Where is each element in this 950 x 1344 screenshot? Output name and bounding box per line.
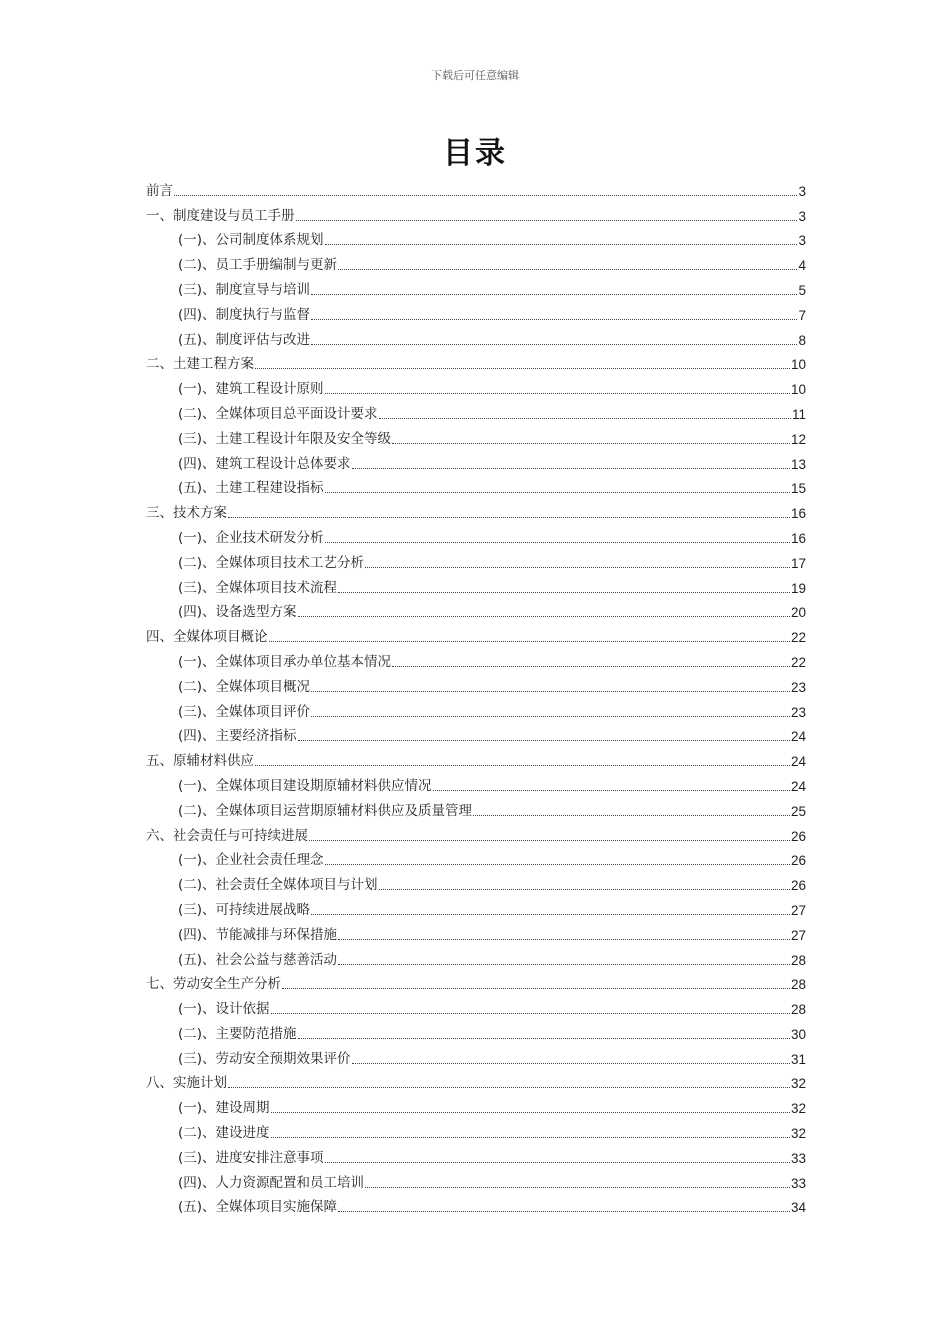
toc-dot-leader bbox=[311, 344, 797, 345]
toc-entry[interactable] bbox=[146, 373, 806, 398]
toc-entry-page-number: 22 bbox=[790, 630, 806, 646]
toc-dot-leader bbox=[392, 666, 790, 667]
toc-entry-label: 三、技术方案 bbox=[146, 505, 227, 522]
toc-entry-page-number: 7 bbox=[798, 307, 806, 323]
toc-entry-label: (三)、劳动安全预期效果评价 bbox=[178, 1050, 351, 1067]
toc-entry-page-number: 24 bbox=[790, 729, 806, 745]
toc-entry-label: (一)、全媒体项目承办单位基本情况 bbox=[178, 653, 392, 670]
toc-entry-label: 前言 bbox=[146, 182, 173, 199]
toc-entry-label: (五)、制度评估与改进 bbox=[178, 331, 311, 348]
toc-entry-page-number: 23 bbox=[790, 704, 806, 720]
toc-entry-page-number: 3 bbox=[798, 208, 806, 224]
toc-entry-label: (三)、制度宣导与培训 bbox=[178, 281, 311, 298]
toc-entry-page-number: 17 bbox=[790, 555, 806, 571]
toc-dot-leader bbox=[325, 1162, 790, 1163]
toc-entry[interactable] bbox=[146, 225, 806, 250]
toc-entry-page-number: 32 bbox=[790, 1076, 806, 1092]
toc-entry[interactable] bbox=[146, 845, 806, 870]
toc-entry-page-number: 27 bbox=[790, 902, 806, 918]
toc-dot-leader bbox=[228, 1087, 790, 1088]
toc-entry-page-number: 32 bbox=[790, 1101, 806, 1117]
toc-entry-label: (五)、土建工程建设指标 bbox=[178, 480, 324, 497]
toc-entry-page-number: 3 bbox=[798, 183, 806, 199]
toc-entry-label: (二)、全媒体项目概况 bbox=[178, 678, 311, 695]
toc-entry-page-number: 4 bbox=[798, 258, 806, 274]
toc-dot-leader bbox=[298, 740, 790, 741]
toc-entry[interactable] bbox=[146, 770, 806, 795]
toc-entry-label: (二)、全媒体项目技术工艺分析 bbox=[178, 554, 365, 571]
toc-entry-label: 一、制度建设与员工手册 bbox=[146, 207, 295, 224]
toc-entry-page-number: 28 bbox=[790, 977, 806, 993]
toc-entry-label: (三)、全媒体项目技术流程 bbox=[178, 579, 338, 596]
toc-entry-label: (四)、人力资源配置和员工培训 bbox=[178, 1174, 365, 1191]
toc-dot-leader bbox=[174, 195, 797, 196]
toc-entry[interactable] bbox=[146, 249, 806, 274]
toc-entry-label: (四)、制度执行与监督 bbox=[178, 306, 311, 323]
toc-dot-leader bbox=[271, 1112, 790, 1113]
toc-entry[interactable] bbox=[146, 324, 806, 349]
toc-dot-leader bbox=[325, 492, 790, 493]
toc-entry-page-number: 33 bbox=[790, 1175, 806, 1191]
toc-dot-leader bbox=[228, 517, 790, 518]
toc-entry[interactable] bbox=[146, 869, 806, 894]
toc-entry[interactable] bbox=[146, 398, 806, 423]
toc-entry-page-number: 25 bbox=[790, 803, 806, 819]
toc-entry-page-number: 5 bbox=[798, 282, 806, 298]
toc-entry[interactable] bbox=[146, 423, 806, 448]
toc-entry-page-number: 3 bbox=[798, 233, 806, 249]
toc-entry[interactable] bbox=[146, 547, 806, 572]
toc-dot-leader bbox=[255, 765, 790, 766]
toc-entry-page-number: 16 bbox=[790, 530, 806, 546]
toc-dot-leader bbox=[311, 319, 797, 320]
toc-dot-leader bbox=[338, 939, 790, 940]
toc-entry-page-number: 34 bbox=[790, 1200, 806, 1216]
toc-entry-page-number: 8 bbox=[798, 332, 806, 348]
toc-entry-page-number: 24 bbox=[790, 778, 806, 794]
toc-entry-label: (三)、全媒体项目评价 bbox=[178, 703, 311, 720]
toc-dot-leader bbox=[379, 889, 790, 890]
toc-entry-label: (一)、建筑工程设计原则 bbox=[178, 381, 324, 398]
toc-entry[interactable] bbox=[146, 919, 806, 944]
toc-entry[interactable] bbox=[146, 572, 806, 597]
toc-entry[interactable] bbox=[146, 820, 806, 845]
toc-entry-label: (三)、可持续进展战略 bbox=[178, 901, 311, 918]
toc-dot-leader bbox=[296, 220, 798, 221]
toc-entry-page-number: 26 bbox=[790, 853, 806, 869]
header-note: 下载后可任意编辑 bbox=[431, 69, 519, 82]
toc-entry-page-number: 28 bbox=[790, 1002, 806, 1018]
toc-entry-page-number: 13 bbox=[790, 456, 806, 472]
toc-dot-leader bbox=[311, 716, 790, 717]
toc-dot-leader bbox=[433, 790, 790, 791]
toc-entry[interactable] bbox=[146, 894, 806, 919]
toc-entry[interactable] bbox=[146, 795, 806, 820]
toc-entry-page-number: 10 bbox=[790, 357, 806, 373]
toc-entry-page-number: 11 bbox=[791, 406, 806, 422]
toc-entry-page-number: 20 bbox=[790, 605, 806, 621]
toc-dot-leader bbox=[365, 567, 790, 568]
toc-entry-label: (四)、主要经济指标 bbox=[178, 728, 297, 745]
toc-entry[interactable] bbox=[146, 497, 806, 522]
toc-entry[interactable] bbox=[146, 671, 806, 696]
toc-entry-label: (四)、建筑工程设计总体要求 bbox=[178, 455, 351, 472]
toc-dot-leader bbox=[338, 592, 790, 593]
toc-entry-label: 八、实施计划 bbox=[146, 1075, 227, 1092]
toc-entry[interactable] bbox=[146, 646, 806, 671]
toc-entry-page-number: 19 bbox=[790, 580, 806, 596]
toc-entry-label: (一)、设计依据 bbox=[178, 1001, 270, 1018]
toc-entry-page-number: 31 bbox=[790, 1051, 806, 1067]
toc-dot-leader bbox=[325, 244, 798, 245]
toc-entry-label: (一)、全媒体项目建设期原辅材料供应情况 bbox=[178, 777, 432, 794]
toc-entry[interactable] bbox=[146, 1043, 806, 1068]
toc-entry[interactable] bbox=[146, 745, 806, 770]
toc-entry-page-number: 26 bbox=[790, 878, 806, 894]
toc-entry-label: 七、劳动安全生产分析 bbox=[146, 976, 281, 993]
toc-entry[interactable] bbox=[146, 597, 806, 622]
toc-entry[interactable] bbox=[146, 721, 806, 746]
toc-entry[interactable] bbox=[146, 299, 806, 324]
toc-dot-leader bbox=[338, 269, 797, 270]
toc-entry[interactable] bbox=[146, 1167, 806, 1192]
toc-entry-page-number: 26 bbox=[790, 828, 806, 844]
toc-entry-label: (一)、公司制度体系规划 bbox=[178, 232, 324, 249]
toc-dot-leader bbox=[473, 815, 790, 816]
toc-dot-leader bbox=[311, 691, 790, 692]
toc-entry[interactable] bbox=[146, 274, 806, 299]
toc-dot-leader bbox=[298, 616, 790, 617]
toc-entry[interactable] bbox=[146, 1092, 806, 1117]
toc-entry[interactable] bbox=[146, 1018, 806, 1043]
toc-dot-leader bbox=[325, 393, 790, 394]
toc-entry-label: 二、土建工程方案 bbox=[146, 356, 254, 373]
toc-entry[interactable] bbox=[146, 944, 806, 969]
toc-dot-leader bbox=[379, 418, 791, 419]
toc-entry[interactable] bbox=[146, 1192, 806, 1217]
toc-entry-page-number: 28 bbox=[790, 952, 806, 968]
toc-dot-leader bbox=[325, 864, 790, 865]
toc-entry[interactable] bbox=[146, 200, 806, 225]
toc-entry-page-number: 16 bbox=[790, 506, 806, 522]
toc-dot-leader bbox=[325, 542, 790, 543]
toc-dot-leader bbox=[269, 641, 790, 642]
toc-entry-label: (二)、建设进度 bbox=[178, 1125, 270, 1142]
toc-entry-label: (五)、社会公益与慈善活动 bbox=[178, 951, 338, 968]
toc-dot-leader bbox=[271, 1013, 790, 1014]
toc-dot-leader bbox=[298, 1038, 790, 1039]
toc-entry-label: (二)、员工手册编制与更新 bbox=[178, 257, 338, 274]
toc-entry[interactable] bbox=[146, 969, 806, 994]
toc-entry-label: (三)、进度安排注意事项 bbox=[178, 1149, 324, 1166]
toc-entry-label: (四)、设备选型方案 bbox=[178, 604, 297, 621]
table-of-contents bbox=[146, 175, 806, 1216]
toc-dot-leader bbox=[311, 294, 797, 295]
toc-entry-page-number: 23 bbox=[790, 679, 806, 695]
toc-dot-leader bbox=[365, 1187, 790, 1188]
toc-entry-label: (一)、建设周期 bbox=[178, 1100, 270, 1117]
toc-entry[interactable] bbox=[146, 993, 806, 1018]
toc-entry-label: (三)、土建工程设计年限及安全等级 bbox=[178, 430, 392, 447]
toc-dot-leader bbox=[311, 914, 790, 915]
toc-entry-label: (二)、社会责任全媒体项目与计划 bbox=[178, 877, 378, 894]
toc-entry-label: (一)、企业技术研发分析 bbox=[178, 529, 324, 546]
toc-entry-page-number: 32 bbox=[790, 1126, 806, 1142]
toc-entry-page-number: 15 bbox=[790, 481, 806, 497]
page-title: 目录 bbox=[443, 136, 507, 171]
toc-entry[interactable] bbox=[146, 448, 806, 473]
toc-dot-leader bbox=[309, 840, 790, 841]
toc-entry-page-number: 12 bbox=[790, 431, 806, 447]
toc-entry-page-number: 30 bbox=[790, 1026, 806, 1042]
toc-entry-label: 四、全媒体项目概论 bbox=[146, 629, 268, 646]
toc-entry-page-number: 10 bbox=[790, 382, 806, 398]
toc-dot-leader bbox=[352, 468, 790, 469]
toc-dot-leader bbox=[255, 368, 790, 369]
toc-entry-label: 六、社会责任与可持续进展 bbox=[146, 827, 308, 844]
toc-entry-label: (二)、全媒体项目总平面设计要求 bbox=[178, 405, 378, 422]
toc-entry-label: 五、原辅材料供应 bbox=[146, 753, 254, 770]
toc-dot-leader bbox=[271, 1137, 790, 1138]
toc-entry-page-number: 33 bbox=[790, 1150, 806, 1166]
toc-entry[interactable] bbox=[146, 522, 806, 547]
toc-dot-leader bbox=[282, 988, 790, 989]
toc-entry[interactable] bbox=[146, 349, 806, 374]
toc-entry[interactable] bbox=[146, 473, 806, 498]
toc-entry-label: (二)、全媒体项目运营期原辅材料供应及质量管理 bbox=[178, 802, 473, 819]
toc-entry-label: (四)、节能减排与环保措施 bbox=[178, 926, 338, 943]
toc-entry[interactable] bbox=[146, 1068, 806, 1093]
toc-dot-leader bbox=[338, 964, 790, 965]
toc-entry-page-number: 27 bbox=[790, 927, 806, 943]
toc-entry[interactable] bbox=[146, 1117, 806, 1142]
toc-dot-leader bbox=[352, 1063, 790, 1064]
toc-entry-label: (二)、主要防范措施 bbox=[178, 1025, 297, 1042]
toc-entry-label: (一)、企业社会责任理念 bbox=[178, 852, 324, 869]
toc-entry-page-number: 24 bbox=[790, 754, 806, 770]
toc-entry[interactable] bbox=[146, 175, 806, 200]
toc-dot-leader bbox=[392, 443, 790, 444]
toc-entry[interactable] bbox=[146, 696, 806, 721]
toc-entry-page-number: 22 bbox=[790, 654, 806, 670]
toc-entry[interactable] bbox=[146, 621, 806, 646]
toc-entry-label: (五)、全媒体项目实施保障 bbox=[178, 1199, 338, 1216]
toc-dot-leader bbox=[338, 1211, 790, 1212]
toc-entry[interactable] bbox=[146, 1142, 806, 1167]
